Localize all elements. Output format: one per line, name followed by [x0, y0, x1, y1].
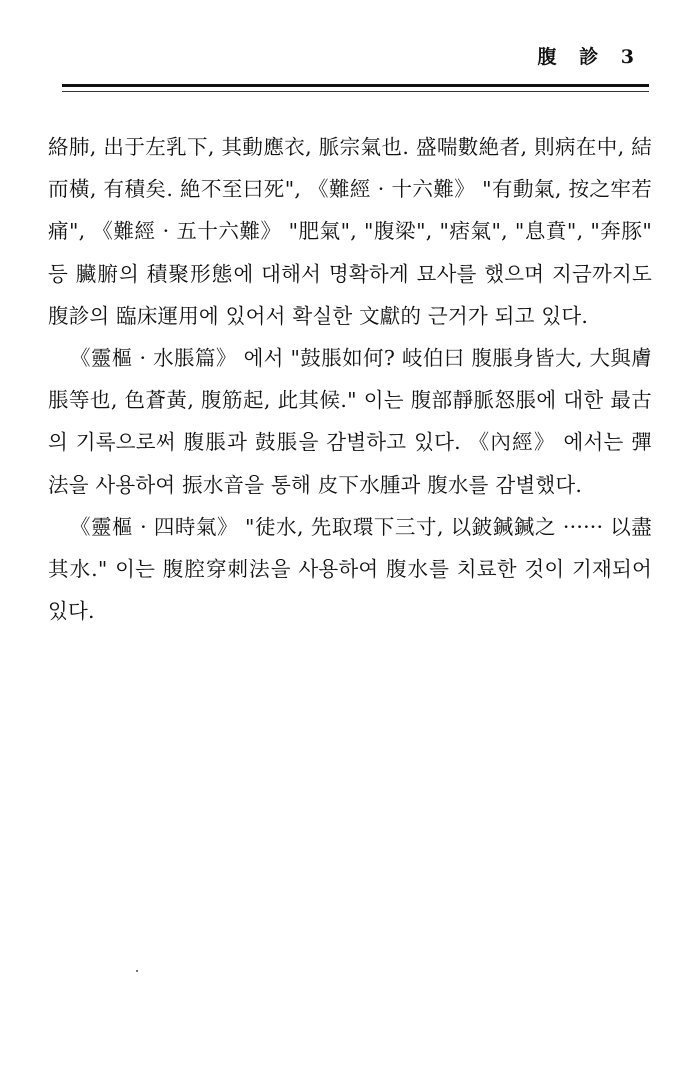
header-rule-thick	[62, 84, 649, 87]
paragraph-1: 絡肺, 出于左乳下, 其動應衣, 脈宗氣也. 盛喘數絶者, 則病在中, 結而橫, 有積矣. 絶不至曰死", 《難經 · 十六難》 "有動氣, 按之牢若痛", 《難經 · 五十六難》 "肥氣", "腹梁", "痞氣", "息賁", "奔豚" 등 臟腑의 積聚形態에 대해서 명확하게 묘사를 했으며 지금까지도 腹診의 臨床運用에 있어서 확실한 文獻的 근거가 되고 있다.	[48, 135, 652, 328]
body-text	[48, 126, 652, 632]
header-rule-thin	[62, 91, 649, 92]
paragraph-2: 《靈樞 · 水脹篇》 에서 "鼓脹如何? 岐伯曰 腹脹身皆大, 大與膚脹等也, 色蒼黃, 腹筋起, 此其候." 이는 腹部靜脈怒脹에 대한 最古의 기록으로써 腹脹과 鼓脹을 감별하고 있다. 《內經》 에서는 彈法을 사용하여 振水音을 통해 皮下水腫과 腹水를 감별했다.	[48, 346, 652, 497]
running-header: 腹 診 3	[537, 46, 642, 68]
paragraph-3: 《靈樞 · 四時氣》 "徒水, 先取環下三寸, 以鈹鍼鍼之 ······ 以盡其水." 이는 腹腔穿刺法을 사용하여 腹水를 치료한 것이 기재되어있다.	[48, 514, 652, 624]
scan-speck	[136, 970, 138, 972]
